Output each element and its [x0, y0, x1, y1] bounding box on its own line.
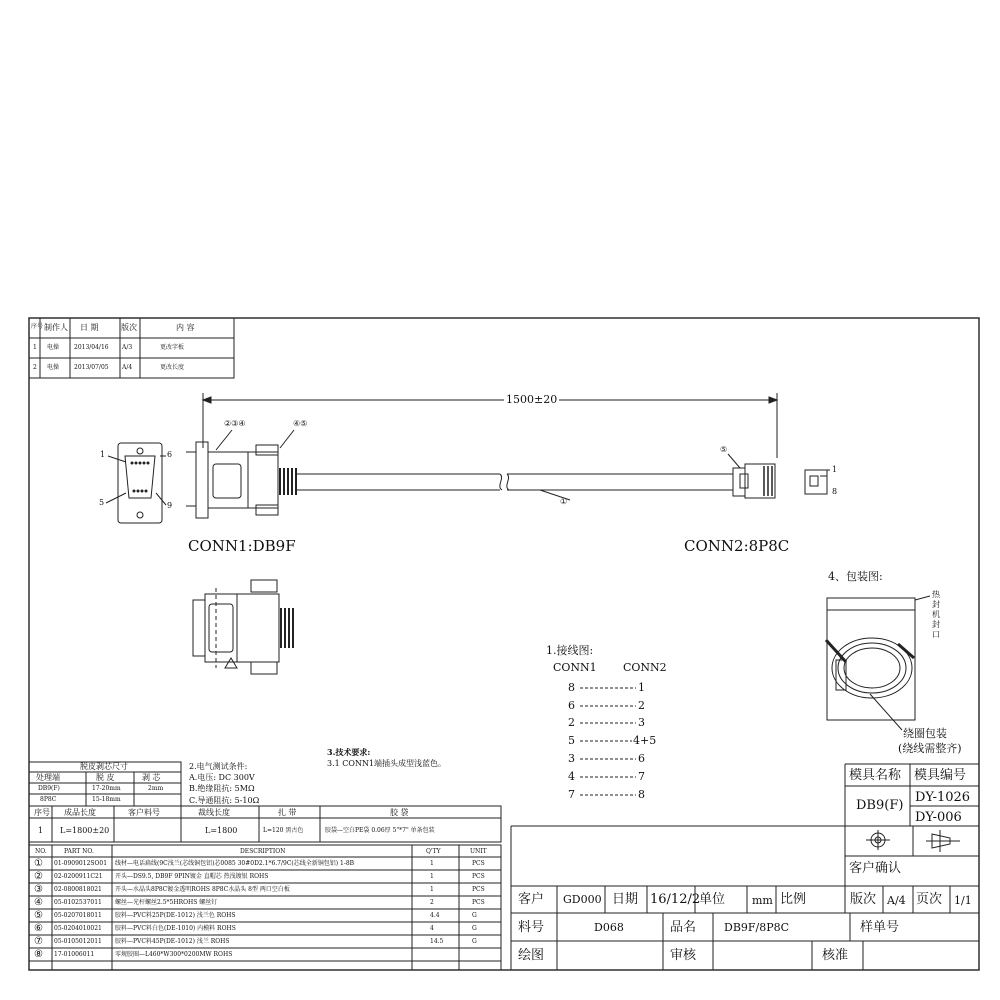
- callout-rj45-part: ⑤: [720, 445, 728, 454]
- bom-no: ④: [34, 897, 43, 908]
- packaging-title: 4、包装图:: [828, 570, 883, 583]
- bom-unit: PCS: [472, 860, 485, 867]
- bom-part-no: 02-0200911C21: [54, 873, 103, 880]
- product-header-length: 成品长度: [64, 808, 96, 817]
- rev-header-author: 制作人: [44, 323, 68, 332]
- strip-row1-jacket: 17-20mm: [92, 785, 121, 792]
- customer-label: 客户: [518, 892, 545, 907]
- electrical-insulation: B.绝缘阻抗: 5MΩ: [189, 784, 255, 793]
- wiring-pin-right: 1: [638, 681, 645, 694]
- electrical-voltage: A.电压: DC 300V: [189, 773, 255, 782]
- unit-label: 单位: [699, 892, 726, 907]
- bom-part-no: 17-01006011: [54, 951, 95, 958]
- part-no-label: 料号: [518, 920, 545, 935]
- strip-row2-jacket: 15-18mm: [92, 796, 121, 803]
- version-value: A/4: [887, 894, 906, 907]
- bom-no: ⑤: [34, 910, 43, 921]
- bom-unit: G: [472, 925, 477, 932]
- reviewed-by-label: 审核: [670, 948, 697, 963]
- rev-row1-date: 2013/04/16: [74, 344, 109, 351]
- wiring-pin-right: 8: [638, 788, 645, 801]
- bom-qty: 1: [430, 860, 434, 867]
- wiring-pin-left: 3: [568, 752, 575, 765]
- rev-row2-version: A/4: [122, 364, 133, 371]
- pin-label-9: 9: [167, 501, 173, 510]
- bom-qty: 4: [430, 925, 434, 932]
- bom-description: 零规胶圈—L460*W300*0200MW ROHS: [115, 951, 233, 958]
- product-name-value: DB9F/8P8C: [724, 921, 790, 934]
- wiring-pin-left: 6: [568, 699, 575, 712]
- strip-table-title: 脱皮剥芯尺寸: [80, 762, 128, 771]
- bom-qty: 1: [430, 873, 434, 880]
- bom-header-unit: UNIT: [470, 848, 487, 855]
- product-header-cut-length: 裁线长度: [198, 808, 230, 817]
- callout-db9-parts: ②③④: [224, 419, 246, 428]
- bom-no: ⑦: [34, 936, 43, 947]
- bom-description: 螺丝—光杆螺丝2.5*5HROHS 螺丝钉: [115, 899, 218, 906]
- bom-unit: PCS: [472, 886, 485, 893]
- bom-part-no: 01-0909012SO01: [54, 860, 108, 867]
- pin-label-1: 1: [100, 450, 106, 459]
- wiring-pin-left: 5: [568, 734, 575, 747]
- electrical-continuity: C.导通阻抗: 5-10Ω: [189, 796, 260, 805]
- bom-part-no: 05-0102537011: [54, 899, 102, 906]
- strip-header-jacket: 脱 皮: [96, 773, 115, 782]
- rev-row2-no: 2: [33, 364, 37, 371]
- tech-requirements-title: 3.技术要求:: [327, 747, 371, 757]
- tech-requirement-item: 3.1 CONN1端插头成型浅蓝色。: [327, 759, 447, 768]
- packaging-coil-tidy-note: (绕线需整齐): [898, 742, 962, 755]
- customer-value: GD000: [563, 893, 602, 906]
- bom-header-no: NO.: [35, 848, 47, 855]
- bom-description: 线材—电话扁线(9C浅兰(芯线铜包铝)芯0085 30#0D2.1*6.7/9C(芯线全新铜包铝) 1-8B: [115, 860, 355, 867]
- bom-no: ②: [34, 871, 43, 882]
- product-length: L=1800±20: [60, 826, 110, 835]
- wiring-col1: CONN1: [553, 661, 597, 674]
- bom-part-no: 05-0207018011: [54, 912, 102, 919]
- bom-header-part-no: PART NO.: [64, 848, 94, 855]
- wiring-pin-right: 4+5: [633, 734, 657, 747]
- bom-unit: PCS: [472, 899, 485, 906]
- pin-label-6: 6: [167, 450, 173, 459]
- rev-row1-author: 电操: [47, 344, 60, 351]
- conn2-label: CONN2:8P8C: [684, 537, 790, 555]
- product-header-no: 序号: [34, 808, 50, 817]
- pin-label-5: 5: [99, 498, 105, 507]
- product-name-label: 品名: [670, 920, 697, 935]
- callout-cable-part: ①: [560, 497, 568, 506]
- bom-unit: G: [472, 938, 477, 945]
- bom-no: ③: [34, 884, 43, 895]
- conn1-label: CONN1:DB9F: [188, 537, 296, 555]
- rev-row1-content: 更改字板: [160, 344, 185, 351]
- product-header-customer-pn: 客户料号: [128, 808, 160, 817]
- electrical-test-title: 2.电气测试条件:: [189, 762, 248, 771]
- rev-header-content: 内 容: [176, 323, 195, 332]
- rev-row2-content: 更改长度: [160, 364, 185, 371]
- page-value: 1/1: [954, 894, 972, 907]
- product-no: 1: [38, 826, 44, 835]
- rev-header-version: 版次: [121, 323, 137, 332]
- wiring-col2: CONN2: [623, 661, 667, 674]
- bom-no: ⑥: [34, 923, 43, 934]
- mold-no-label: 模具编号: [914, 768, 967, 783]
- bom-header-qty: Q'TY: [426, 848, 441, 855]
- bom-part-no: 05-0204010021: [54, 925, 102, 932]
- wiring-pin-left: 2: [568, 716, 575, 729]
- packaging-heat-seal-note: 热封机封口: [932, 590, 940, 639]
- bom-qty: 14.5: [430, 938, 444, 945]
- strip-row1-core: 2mm: [148, 785, 164, 792]
- product-bag: 胶袋—空白PE袋 0.06厚 5"*7" 单条包装: [325, 827, 435, 834]
- bom-no: ①: [34, 858, 43, 869]
- wiring-pin-right: 6: [638, 752, 645, 765]
- customer-confirm-label: 客户确认: [849, 861, 902, 876]
- wiring-pin-left: 7: [568, 788, 575, 801]
- callout-boot-parts: ④⑤: [293, 419, 308, 428]
- rev-row2-author: 电操: [47, 364, 60, 371]
- overall-length-dimension: 1500±20: [506, 393, 558, 406]
- rev-header-no: 序号: [31, 323, 44, 330]
- part-no-value: D068: [594, 921, 624, 934]
- wiring-title: 1.接线图:: [546, 644, 594, 657]
- date-value: 16/12/2: [650, 892, 701, 907]
- bom-description: 开头—水晶头8P8C镀金透明ROHS 8P8C水晶头 8型 两口空白板: [115, 886, 290, 893]
- rj45-pin-label-8: 8: [832, 487, 838, 496]
- date-label: 日期: [612, 892, 639, 907]
- bom-description: 胶料—PVC料白色(DE-1010) 内模料 ROHS: [115, 925, 236, 932]
- bom-unit: PCS: [472, 873, 485, 880]
- wiring-pin-left: 8: [568, 681, 575, 694]
- strip-header-core: 剥 芯: [142, 773, 161, 782]
- product-header-tie: 扎 带: [278, 808, 297, 817]
- drawn-by-label: 绘图: [518, 948, 545, 963]
- bom-header-description: DESCRIPTION: [240, 848, 286, 855]
- wiring-pin-right: 7: [638, 770, 645, 783]
- strip-row1-end: DB9(F): [38, 785, 60, 792]
- mold-no-value-1: DY-1026: [915, 790, 971, 805]
- product-header-bag: 胶 袋: [390, 808, 409, 817]
- strip-row2-end: 8P8C: [40, 796, 57, 803]
- bom-part-no: 05-0105012011: [54, 938, 102, 945]
- rev-row1-no: 1: [33, 344, 37, 351]
- wiring-pin-right: 3: [638, 716, 645, 729]
- packaging-coil-note: 绕圈包装: [903, 727, 947, 740]
- unit-value: mm: [752, 894, 773, 907]
- product-tie: L=120 黑古色: [263, 827, 304, 834]
- strip-header-end: 处理端: [36, 773, 60, 782]
- bom-description: 开头—DS9.5, DB9F 9PIN镀金 直帽芯 热浅镀银 ROHS: [115, 873, 269, 880]
- mold-name-value: DB9(F): [856, 798, 904, 813]
- version-label: 版次: [850, 892, 877, 907]
- rj45-pin-label-1: 1: [832, 465, 838, 474]
- mold-no-value-2: DY-006: [915, 810, 962, 825]
- product-cut-length: L=1800: [205, 826, 238, 835]
- mold-name-label: 模具名称: [849, 768, 902, 783]
- bom-no: ⑧: [34, 949, 43, 960]
- bom-qty: 4.4: [430, 912, 440, 919]
- bom-part-no: 02-0800818021: [54, 886, 102, 893]
- rev-row2-date: 2013/07/05: [74, 364, 109, 371]
- bom-description: 胶料—PVC料45P(DE-1012) 浅兰 ROHS: [115, 938, 230, 945]
- rev-row1-version: A/3: [122, 344, 133, 351]
- scale-label: 比例: [780, 892, 807, 907]
- bom-qty: 1: [430, 886, 434, 893]
- page-label: 页次: [916, 892, 943, 907]
- wiring-pin-left: 4: [568, 770, 575, 783]
- bom-unit: G: [472, 912, 477, 919]
- bom-qty: 2: [430, 899, 434, 906]
- rev-header-date: 日 期: [80, 323, 99, 332]
- approved-by-label: 核准: [822, 948, 849, 963]
- wiring-pin-right: 2: [638, 699, 645, 712]
- bom-description: 胶料—PVC料25P(DE-1012) 浅兰色 ROHS: [115, 912, 236, 919]
- sample-no-label: 样单号: [860, 920, 900, 935]
